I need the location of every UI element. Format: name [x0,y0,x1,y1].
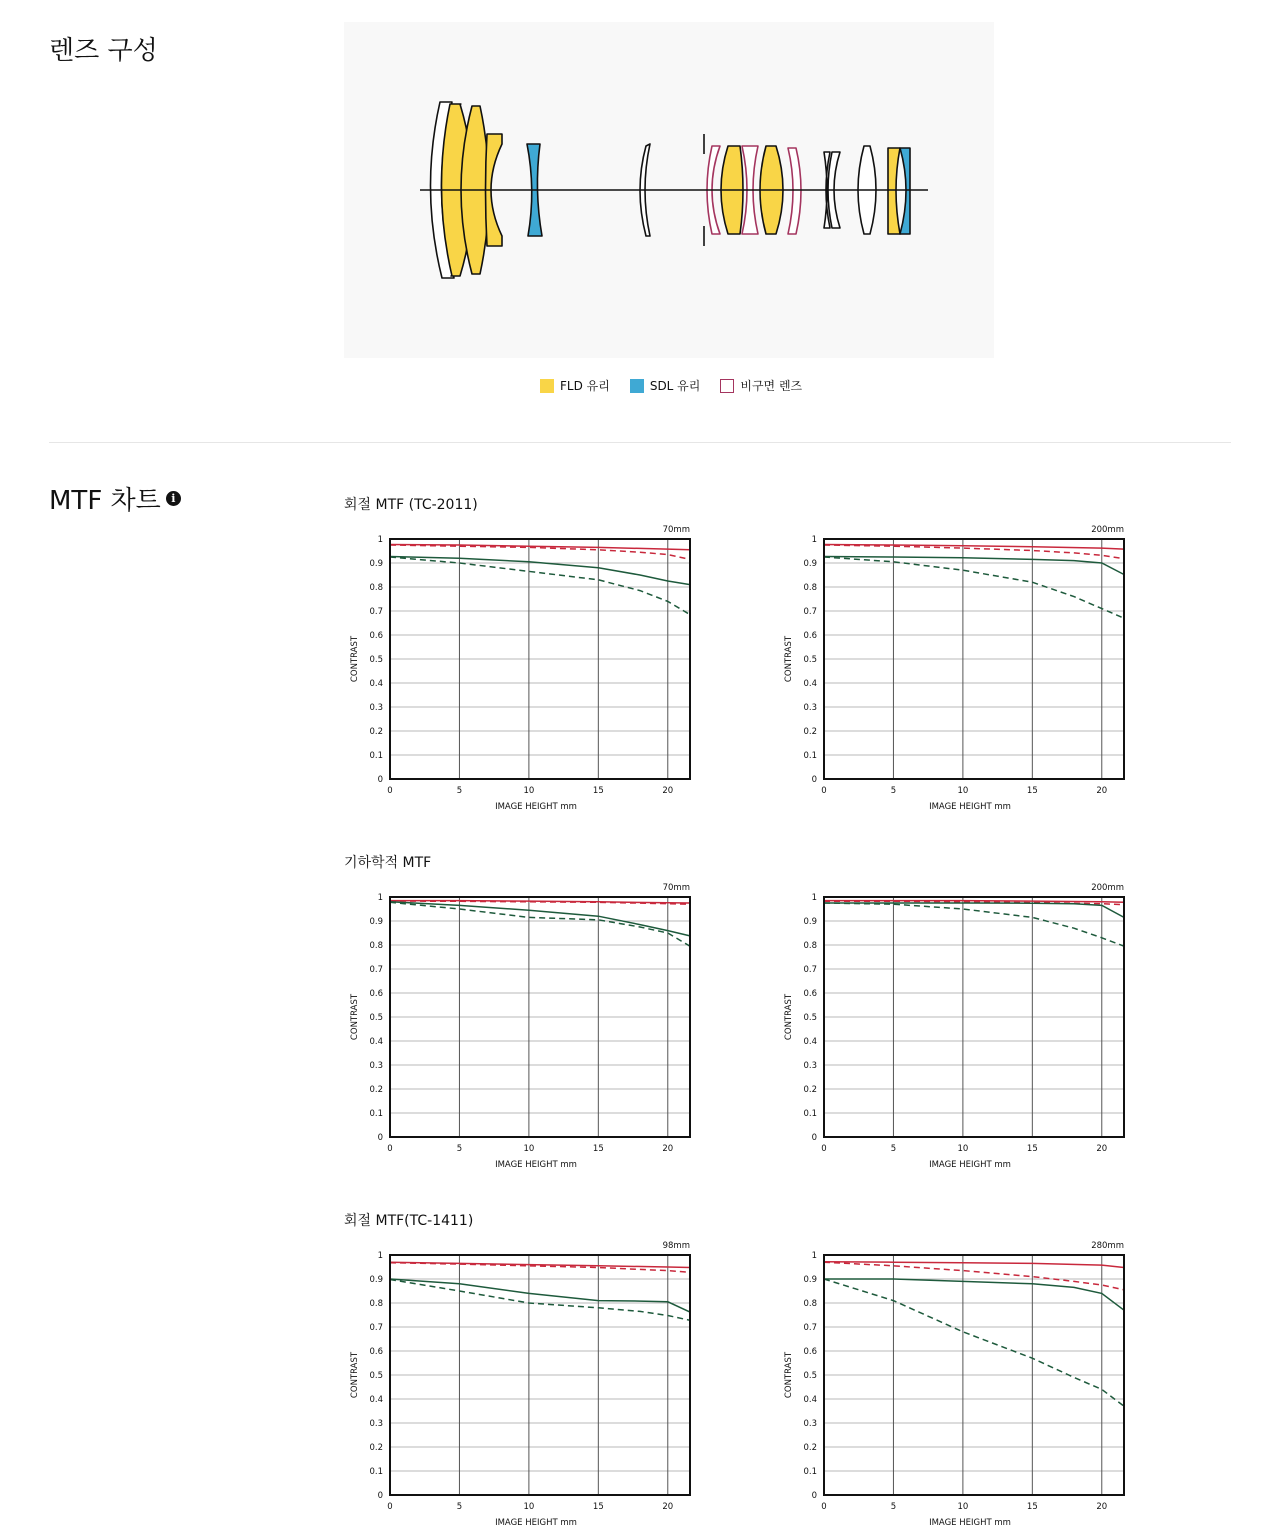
mtf-title-text: MTF 차트 [49,486,161,516]
lens-elements-svg [344,22,994,358]
y-tick-label: 0.8 [803,1299,817,1309]
lens-legend [540,377,802,394]
y-tick-label: 0.5 [369,1013,383,1023]
y-tick-label: 1 [811,893,817,903]
y-tick-label: 0.8 [803,583,817,593]
legend-label-fld: FLD 유리 [560,379,610,393]
mtf-series-line [390,902,690,946]
y-tick-label: 0.7 [803,607,817,617]
y-tick-label: 0.2 [369,727,383,737]
y-tick-label: 0.2 [803,1443,817,1453]
chart-focal-length: 200mm [1091,525,1124,535]
mtf-group-title: 기하학적 MTF [344,855,432,871]
y-tick-label: 0.5 [369,655,383,665]
x-tick-label: 10 [957,786,969,796]
y-tick-label: 0.3 [369,1061,383,1071]
section-divider [49,442,1231,443]
y-tick-label: 0.9 [803,559,817,569]
x-tick-label: 15 [1026,1502,1038,1512]
x-tick-label: 10 [957,1144,969,1154]
mtf-chart [344,520,694,816]
y-tick-label: 0.9 [369,1275,383,1285]
x-tick-label: 0 [387,786,393,796]
y-tick-label: 0.7 [803,965,817,975]
mtf-series-line [390,1279,690,1312]
legend-item-sdl [630,377,701,394]
x-tick-label: 20 [1096,1144,1108,1154]
y-tick-label: 0.3 [803,1061,817,1071]
x-axis-label: IMAGE HEIGHT mm [495,1160,577,1170]
y-tick-label: 1 [377,535,383,545]
y-tick-label: 0.7 [369,1323,383,1333]
y-tick-label: 0.3 [369,703,383,713]
y-tick-label: 0.6 [369,1347,383,1357]
x-axis-label: IMAGE HEIGHT mm [495,802,577,812]
y-tick-label: 0.8 [369,941,383,951]
chart-focal-length: 200mm [1091,883,1124,893]
lens-element-aspherical [788,148,801,234]
mtf-chart-svg [778,878,1128,1174]
mtf-series-line [824,1279,1124,1406]
y-tick-label: 0.4 [803,1037,817,1047]
mtf-chart-svg [778,520,1128,816]
y-axis-label: CONTRAST [350,1351,360,1399]
y-tick-label: 0.1 [803,1467,817,1477]
y-tick-label: 0.4 [803,679,817,689]
y-tick-label: 0.4 [369,1395,383,1405]
legend-item-fld [540,377,610,394]
mtf-section-title [49,480,181,517]
mtf-chart-svg [344,1236,694,1532]
y-axis-label: CONTRAST [784,1351,794,1399]
y-tick-label: 0.2 [803,1085,817,1095]
x-tick-label: 0 [821,1502,827,1512]
mtf-series-line [824,1262,1124,1290]
mtf-chart [344,1236,694,1532]
mtf-chart-svg [344,520,694,816]
y-tick-label: 0.2 [369,1085,383,1095]
y-tick-label: 0.6 [803,631,817,641]
legend-item-aspherical [720,377,802,394]
lens-element-fld [888,148,900,234]
x-tick-label: 15 [592,786,604,796]
mtf-chart [778,878,1128,1174]
mtf-series-line [824,1279,1124,1310]
legend-label-aspherical: 비구면 렌즈 [740,379,803,393]
y-tick-label: 0.4 [369,1037,383,1047]
x-tick-label: 0 [821,1144,827,1154]
y-tick-label: 0 [811,775,817,785]
y-axis-label: CONTRAST [784,993,794,1041]
y-tick-label: 1 [377,893,383,903]
chart-focal-length: 98mm [662,1241,690,1251]
y-axis-label: CONTRAST [350,635,360,683]
y-tick-label: 0.1 [369,1467,383,1477]
y-tick-label: 0.1 [803,1109,817,1119]
y-tick-label: 0.8 [369,583,383,593]
y-tick-label: 1 [811,535,817,545]
x-tick-label: 15 [1026,1144,1038,1154]
y-tick-label: 0.2 [803,727,817,737]
chart-focal-length: 70mm [662,883,690,893]
y-tick-label: 0.9 [369,917,383,927]
y-tick-label: 0.9 [803,917,817,927]
x-tick-label: 0 [387,1144,393,1154]
x-axis-label: IMAGE HEIGHT mm [929,1160,1011,1170]
y-tick-label: 0.9 [803,1275,817,1285]
legend-label-sdl: SDL 유리 [649,379,701,393]
y-tick-label: 0.8 [803,941,817,951]
x-tick-label: 20 [662,1502,674,1512]
y-tick-label: 0.3 [369,1419,383,1429]
mtf-chart [778,520,1128,816]
x-tick-label: 20 [1096,786,1108,796]
x-tick-label: 5 [456,786,463,796]
y-tick-label: 0 [377,1133,383,1143]
y-axis-label: CONTRAST [784,635,794,683]
y-tick-label: 0.2 [369,1443,383,1453]
mtf-series-line [824,903,1124,946]
lens-element-sdl [900,148,910,234]
mtf-chart-svg [778,1236,1128,1532]
y-tick-label: 0.7 [369,607,383,617]
mtf-series-line [390,557,690,615]
y-tick-label: 0.9 [369,559,383,569]
y-tick-label: 0 [811,1491,817,1501]
y-tick-label: 0 [811,1133,817,1143]
x-tick-label: 10 [523,786,535,796]
x-tick-label: 10 [523,1502,535,1512]
mtf-series-line [824,557,1124,618]
x-tick-label: 0 [821,786,827,796]
y-tick-label: 0.8 [369,1299,383,1309]
x-tick-label: 5 [456,1502,463,1512]
y-tick-label: 0.6 [803,1347,817,1357]
chart-focal-length: 280mm [1091,1241,1124,1251]
y-tick-label: 0.4 [803,1395,817,1405]
x-tick-label: 10 [957,1502,969,1512]
y-tick-label: 0.5 [803,1371,817,1381]
y-tick-label: 0.5 [803,655,817,665]
mtf-group-title: 회절 MTF (TC-2011) [344,497,478,513]
mtf-group-title: 회절 MTF(TC-1411) [344,1213,474,1229]
y-tick-label: 0.4 [369,679,383,689]
y-tick-label: 0.7 [369,965,383,975]
x-tick-label: 15 [1026,786,1038,796]
y-tick-label: 1 [811,1251,817,1261]
sdl-swatch [630,379,644,393]
x-tick-label: 20 [662,786,674,796]
x-tick-label: 5 [890,1144,897,1154]
mtf-series-line [390,1280,690,1321]
x-tick-label: 20 [662,1144,674,1154]
y-tick-label: 0.3 [803,1419,817,1429]
x-axis-label: IMAGE HEIGHT mm [929,1518,1011,1528]
x-tick-label: 5 [890,786,897,796]
x-axis-label: IMAGE HEIGHT mm [495,1518,577,1528]
x-tick-label: 0 [387,1502,393,1512]
y-tick-label: 0.5 [803,1013,817,1023]
y-tick-label: 0.1 [369,1109,383,1119]
y-tick-label: 1 [377,1251,383,1261]
y-tick-label: 0.3 [803,703,817,713]
y-tick-label: 0.6 [369,989,383,999]
mtf-chart-svg [344,878,694,1174]
y-tick-label: 0.7 [803,1323,817,1333]
y-tick-label: 0.6 [803,989,817,999]
mtf-chart [344,878,694,1174]
x-tick-label: 20 [1096,1502,1108,1512]
mtf-chart [778,1236,1128,1532]
lens-section-title: 렌즈 구성 [49,36,158,66]
aspherical-swatch [720,379,734,393]
y-tick-label: 0 [377,1491,383,1501]
chart-focal-length: 70mm [662,525,690,535]
y-tick-label: 0.5 [369,1371,383,1381]
fld-swatch [540,379,554,393]
x-axis-label: IMAGE HEIGHT mm [929,802,1011,812]
y-axis-label: CONTRAST [350,993,360,1041]
x-tick-label: 10 [523,1144,535,1154]
x-tick-label: 5 [890,1502,897,1512]
y-tick-label: 0 [377,775,383,785]
y-tick-label: 0.6 [369,631,383,641]
info-circle-icon[interactable]: i [166,491,181,506]
y-tick-label: 0.1 [803,751,817,761]
y-tick-label: 0.1 [369,751,383,761]
lens-construction-diagram [344,22,994,358]
x-tick-label: 5 [456,1144,463,1154]
x-tick-label: 15 [592,1144,604,1154]
x-tick-label: 15 [592,1502,604,1512]
